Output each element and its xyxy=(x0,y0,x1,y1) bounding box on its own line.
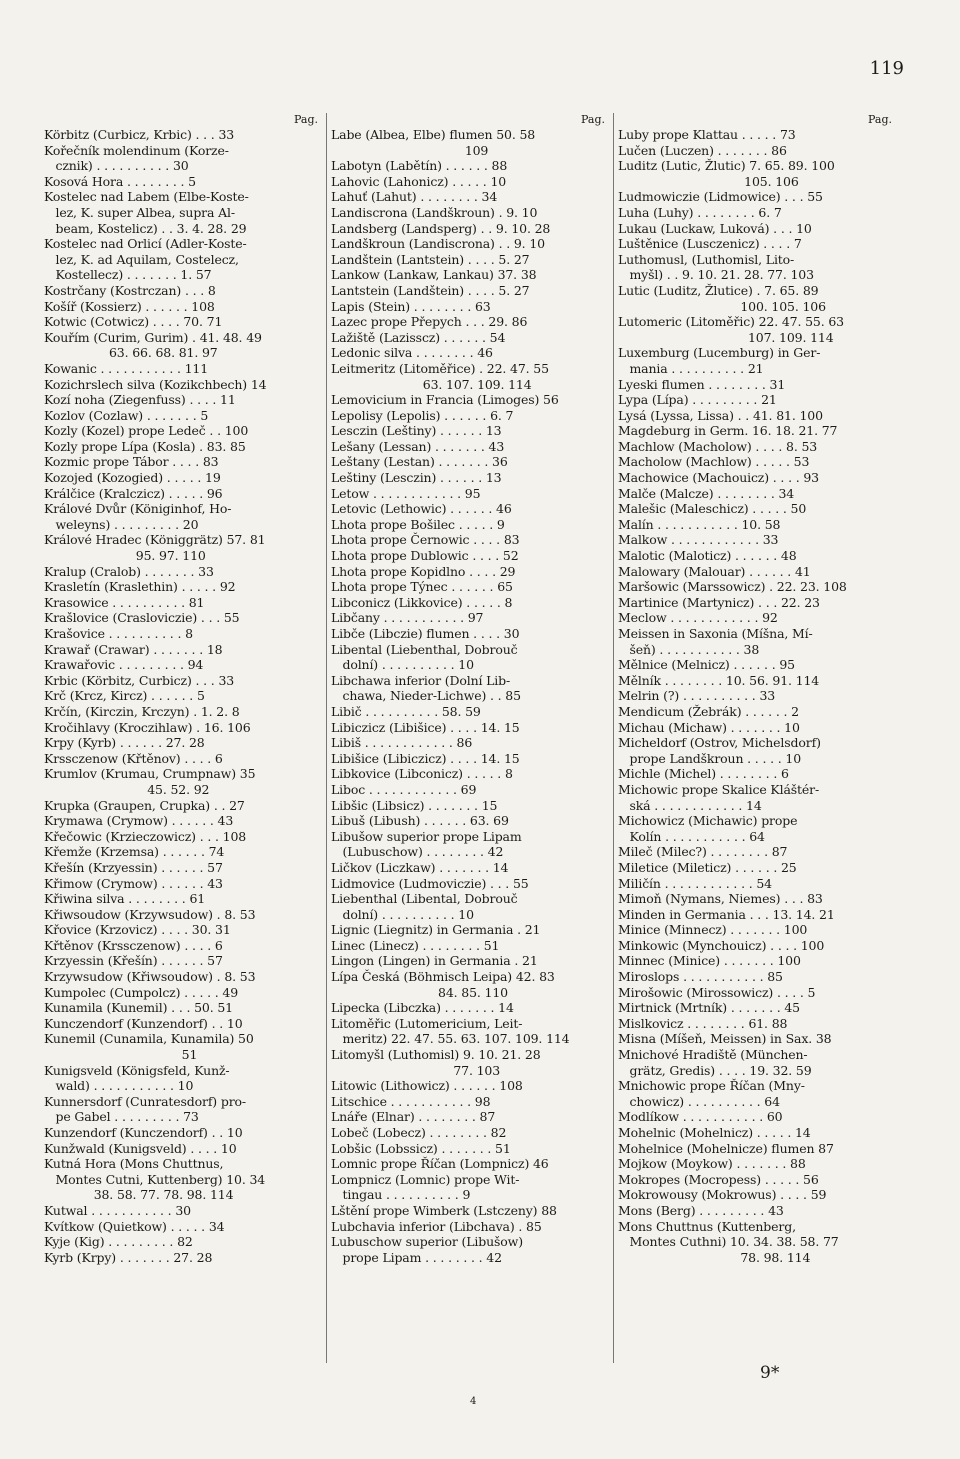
index-entry: Libišice (Libiczicz) . . . . 14. 15 xyxy=(331,750,520,766)
index-entry: Krawař (Crawar) . . . . . . . 18 xyxy=(44,641,223,657)
index-entry: Kozmic prope Tábor . . . . 83 xyxy=(44,454,219,470)
index-entry: Landsberg (Landsperg) . . 9. 10. 28 xyxy=(331,220,551,236)
index-entry: Lutic (Luditz, Žlutice) . 7. 65. 89 xyxy=(618,282,819,298)
index-entry: Kunzendorf (Kunczendorf) . . 10 xyxy=(44,1125,243,1140)
column-pag-header: Pag. xyxy=(867,113,892,126)
index-entry: 109 xyxy=(331,142,489,158)
index-entry: Micheldorf (Ostrov, Michelsdorf) xyxy=(618,735,821,751)
index-entry: Krasletín (Kraslethin) . . . . . 92 xyxy=(44,579,236,595)
column-pag-header: Pag. xyxy=(580,113,605,126)
index-entry: Montes Cuthni) 10. 34. 38. 58. 77 xyxy=(618,1234,839,1250)
index-entry: Kozlov (Cozlaw) . . . . . . . 5 xyxy=(44,407,209,423)
index-entry: Lhota prope Kopidlno . . . . 29 xyxy=(331,563,516,579)
index-entry: Lypa (Lípa) . . . . . . . . . 21 xyxy=(618,392,777,408)
index-entry: Libčany . . . . . . . . . . . 97 xyxy=(331,610,484,626)
index-entry: Lantstein (Landštein) . . . . 5. 27 xyxy=(331,282,530,298)
index-entry: Kostelec nad Orlicí (Adler-Koste- xyxy=(44,236,247,252)
index-entry: Malče (Malcze) . . . . . . . . 34 xyxy=(618,485,795,501)
index-entry: Kunemil (Cunamila, Kunamila) 50 xyxy=(44,1031,254,1047)
printer-mark: 4 xyxy=(470,1396,477,1407)
index-entry: Mokropes (Mocropess) . . . . . 56 xyxy=(618,1171,819,1187)
index-entry: Libušow superior prope Lipam xyxy=(331,828,522,844)
signature-mark: 9* xyxy=(760,1363,780,1383)
index-entry: meritz) 22. 47. 55. 63. 107. 109. 114 xyxy=(331,1031,570,1047)
index-entry: Libental (Liebenthal, Dobrouč xyxy=(331,641,518,657)
index-entry: Lukau (Luckaw, Luková) . . . 10 xyxy=(618,220,812,236)
index-entry: Mileč (Milec?) . . . . . . . . 87 xyxy=(618,844,788,860)
index-entry: Liboc . . . . . . . . . . . . 69 xyxy=(331,781,477,797)
index-entry: 78. 98. 114 xyxy=(618,1249,811,1265)
index-entry: Lhota prope Týnec . . . . . . 65 xyxy=(331,579,513,595)
index-entry: Lazec prope Přepych . . . 29. 86 xyxy=(331,314,528,330)
index-entry: Ledonic silva . . . . . . . . 46 xyxy=(331,345,493,361)
index-entry: Lešany (Lessan) . . . . . . . 43 xyxy=(331,438,505,454)
index-entry: Lepolisy (Lepolis) . . . . . . 6. 7 xyxy=(331,407,514,423)
index-entry: Machowice (Machouicz) . . . . 93 xyxy=(618,470,819,486)
index-entry: Mělnice (Melnicz) . . . . . . 95 xyxy=(618,657,795,673)
index-entry: Magdeburg in Germ. 16. 18. 21. 77 xyxy=(618,423,838,439)
index-entry: Mnichové Hradiště (München- xyxy=(618,1047,808,1063)
index-entry: Kostelec nad Labem (Elbe-Koste- xyxy=(44,189,249,205)
index-entry: Miletice (Mileticz) . . . . . . 25 xyxy=(618,859,797,875)
index-entry: Libšic (Libsicz) . . . . . . . 15 xyxy=(331,797,498,813)
index-entry: Landštein (Lantstein) . . . . 5. 27 xyxy=(331,251,530,267)
index-entry: Kozly prope Lípa (Kosla) . 83. 85 xyxy=(44,438,246,454)
index-entry: Lyeski flumen . . . . . . . . 31 xyxy=(618,376,786,392)
index-entry: Letow . . . . . . . . . . . . 95 xyxy=(331,485,481,501)
index-entry: Mirtnick (Mrtník) . . . . . . . 45 xyxy=(618,1000,800,1016)
index-entry: Ličkov (Liczkaw) . . . . . . . 14 xyxy=(331,859,509,875)
index-entry: Křtěnov (Krssczenow) . . . . 6 xyxy=(44,937,223,953)
index-entry: Libiczicz (Libišice) . . . . 14. 15 xyxy=(331,719,520,735)
index-entry: Lnáře (Elnar) . . . . . . . . 87 xyxy=(331,1109,496,1125)
index-entry: Krssczenow (Křtěnov) . . . . 6 xyxy=(44,750,223,766)
index-entry: 45. 52. 92 xyxy=(44,781,210,797)
index-entry: Kunamila (Kunemil) . . . 50. 51 xyxy=(44,1000,233,1016)
index-entry: Mělník . . . . . . . . 10. 56. 91. 114 xyxy=(618,672,820,688)
index-entry: Libiš . . . . . . . . . . . . 86 xyxy=(331,735,473,751)
index-entry: Melrin (?) . . . . . . . . . . 33 xyxy=(618,688,776,704)
index-entry: Králové Hradec (Königgrätz) 57. 81 xyxy=(44,532,266,548)
index-entry: Krupka (Graupen, Crupka) . . 27 xyxy=(44,797,245,813)
index-entry: Kvítkow (Quietkow) . . . . . 34 xyxy=(44,1218,225,1234)
index-entry: Krašlovice (Crasloviczie) . . . 55 xyxy=(44,610,240,626)
index-entry: Kostrčany (Kostrczan) . . . 8 xyxy=(44,282,216,298)
index-entry: Minkowic (Mynchouicz) . . . . 100 xyxy=(618,937,825,953)
index-entry: Kotwic (Cotwicz) . . . . 70. 71 xyxy=(44,314,223,330)
index-entry: Kročihlavy (Kroczihlaw) . 16. 106 xyxy=(44,719,251,735)
index-entry: Landiscrona (Landškroun) . 9. 10 xyxy=(331,204,538,220)
index-entry: Körbitz (Curbicz, Krbic) . . . 33 xyxy=(44,127,235,142)
index-entry: Kutwal . . . . . . . . . . . 30 xyxy=(44,1202,191,1218)
index-entry: Mojkow (Moykow) . . . . . . . 88 xyxy=(618,1156,806,1172)
index-entry: Michowic prope Skalice Kláštér- xyxy=(618,781,820,797)
index-entry: Lípa Česká (Böhmisch Leipa) 42. 83 xyxy=(331,969,555,985)
index-entry: Meclow . . . . . . . . . . . . 92 xyxy=(618,610,778,626)
index-entry: Křiwina silva . . . . . . . . 61 xyxy=(44,891,206,907)
index-entry: Krčín, (Kirczin, Krczyn) . 1. 2. 8 xyxy=(44,703,240,719)
index-entry: 84. 85. 110 xyxy=(331,984,508,1000)
index-entry: lez, K. ad Aquilam, Costelecz, xyxy=(44,251,239,267)
index-entry: Malkow . . . . . . . . . . . . 33 xyxy=(618,532,779,548)
index-entry: Kunigsveld (Königsfeld, Kunž- xyxy=(44,1062,230,1078)
index-entry: Kunczendorf (Kunzendorf) . . 10 xyxy=(44,1015,243,1031)
index-entry: Misna (Míšeň, Meissen) in Sax. 38 xyxy=(618,1031,832,1047)
index-entry: Lapis (Stein) . . . . . . . . 63 xyxy=(331,298,491,314)
index-entry: Lobšic (Lobssicz) . . . . . . . 51 xyxy=(331,1140,511,1156)
index-entry: Leštany (Lestan) . . . . . . . 36 xyxy=(331,454,508,470)
index-entry: Krymawa (Crymow) . . . . . . 43 xyxy=(44,813,234,829)
index-entry: Litowic (Lithowicz) . . . . . . 108 xyxy=(331,1078,523,1094)
index-entry: Labe (Albea, Elbe) flumen 50. 58 xyxy=(331,127,536,142)
index-entry: pe Gabel . . . . . . . . . 73 xyxy=(44,1109,199,1125)
index-entry: Kunžwald (Kunigsveld) . . . . 10 xyxy=(44,1140,237,1156)
index-entry: Kowanic . . . . . . . . . . . 111 xyxy=(44,360,209,376)
index-entry: Kořečník molendinum (Korze- xyxy=(44,142,229,158)
index-entry: lez, K. super Albea, supra Al- xyxy=(44,204,235,220)
index-column-3 xyxy=(614,113,900,1363)
index-entry: Michle (Michel) . . . . . . . . 6 xyxy=(618,766,789,782)
index-entry: weleyns) . . . . . . . . . 20 xyxy=(44,516,199,532)
index-entry: dolní) . . . . . . . . . . 10 xyxy=(331,906,474,922)
index-entry: Miroslops . . . . . . . . . . . 85 xyxy=(618,969,783,985)
index-entry: Lemovicium in Francia (Limoges) 56 xyxy=(331,392,559,408)
index-entry: Mirošowic (Mirossowicz) . . . . 5 xyxy=(618,984,816,1000)
index-entry: Křečowic (Krzieczowicz) . . . 108 xyxy=(44,828,247,844)
index-entry: Lštění prope Wimberk (Lstczeny) 88 xyxy=(331,1202,557,1218)
index-entry: Lompnicz (Lomnic) prope Wit- xyxy=(331,1171,520,1187)
index-entry: Mohelnic (Mohelnicz) . . . . . 14 xyxy=(618,1125,811,1140)
index-entry: Luditz (Lutic, Žlutic) 7. 65. 89. 100 xyxy=(618,158,835,174)
index-entry: Lahuť (Lahut) . . . . . . . . 34 xyxy=(331,189,498,205)
index-entry: Krzyessin (Křešín) . . . . . . 57 xyxy=(44,953,223,969)
index-entry: Lhota prope Bošilec . . . . . 9 xyxy=(331,516,505,532)
index-entry: Kosová Hora . . . . . . . . 5 xyxy=(44,173,196,189)
index-entry: Minden in Germania . . . 13. 14. 21 xyxy=(618,906,835,922)
entry-list xyxy=(618,127,896,1265)
index-entry: ská . . . . . . . . . . . . 14 xyxy=(618,797,762,813)
index-entry: Ludmowiczie (Lidmowice) . . . 55 xyxy=(618,189,823,205)
index-entry: Libič . . . . . . . . . . 58. 59 xyxy=(331,703,481,719)
index-entry: Krzywsudow (Křiwsoudow) . 8. 53 xyxy=(44,969,256,985)
index-entry: dolní) . . . . . . . . . . 10 xyxy=(331,657,474,673)
index-entry: Lubchavia inferior (Libchava) . 85 xyxy=(331,1218,542,1234)
column-pag-header: Pag. xyxy=(293,113,318,126)
entry-list xyxy=(331,127,609,1265)
index-entry: tingau . . . . . . . . . . 9 xyxy=(331,1187,471,1203)
index-entry: Kolín . . . . . . . . . . . 64 xyxy=(618,828,765,844)
index-entry: Kozichrslech silva (Kozikchbech) 14 xyxy=(44,376,267,392)
index-entry: Letovic (Lethowic) . . . . . . 46 xyxy=(331,501,512,517)
index-column-2 xyxy=(327,113,614,1363)
index-entry: chawa, Nieder-Lichwe) . . 85 xyxy=(331,688,521,704)
index-entry: Linec (Linecz) . . . . . . . . 51 xyxy=(331,937,500,953)
index-entry: wald) . . . . . . . . . . . 10 xyxy=(44,1078,194,1094)
index-entry: beam, Kostelicz) . . 3. 4. 28. 29 xyxy=(44,220,247,236)
index-entry: Košíř (Kossierz) . . . . . . 108 xyxy=(44,298,215,314)
index-entry: Křemže (Krzemsa) . . . . . . 74 xyxy=(44,844,225,860)
index-entry: Krbic (Körbitz, Curbicz) . . . 33 xyxy=(44,672,235,688)
index-entry: Krpy (Kyrb) . . . . . . 27. 28 xyxy=(44,735,205,751)
index-entry: Lingon (Lingen) in Germania . 21 xyxy=(331,953,538,969)
index-entry: Lomnic prope Říčan (Lompnicz) 46 xyxy=(331,1156,549,1172)
index-entry: Libchawa inferior (Dolní Lib- xyxy=(331,672,511,688)
index-entry: Leštiny (Lesczin) . . . . . . 13 xyxy=(331,470,502,486)
index-entry: Mons Chuttnus (Kuttenberg, xyxy=(618,1218,796,1234)
index-entry: Kunnersdorf (Cunratesdorf) pro- xyxy=(44,1093,246,1109)
index-entry: 100. 105. 106 xyxy=(618,298,826,314)
index-entry: Křešín (Krzyessin) . . . . . . 57 xyxy=(44,859,223,875)
index-entry: Lesczin (Leštiny) . . . . . . 13 xyxy=(331,423,502,439)
index-entry: prope Landškroun . . . . . 10 xyxy=(618,750,802,766)
index-entry: Michowicz (Michawic) prope xyxy=(618,813,798,829)
index-entry: šeň) . . . . . . . . . . . 38 xyxy=(618,641,760,657)
index-entry: Kralup (Cralob) . . . . . . . 33 xyxy=(44,563,214,579)
index-entry: Montes Cutni, Kuttenberg) 10. 34 xyxy=(44,1171,266,1187)
index-entry: 105. 106 xyxy=(618,173,799,189)
index-entry: Křimow (Crymow) . . . . . . 43 xyxy=(44,875,223,891)
index-entry: Malešic (Maleschicz) . . . . . 50 xyxy=(618,501,807,517)
index-entry: 95. 97. 110 xyxy=(44,548,206,564)
index-entry: Kumpolec (Cumpolcz) . . . . . 49 xyxy=(44,984,239,1000)
index-entry: Krašovice . . . . . . . . . . 8 xyxy=(44,626,193,641)
index-entry: Lubuschow superior (Libušow) xyxy=(331,1234,523,1250)
index-entry: Luštěnice (Lusczenicz) . . . . 7 xyxy=(618,236,802,252)
index-entry: cznik) . . . . . . . . . . 30 xyxy=(44,158,189,174)
index-entry: Libuš (Libush) . . . . . . 63. 69 xyxy=(331,813,509,829)
index-entry: Landškroun (Landiscrona) . . 9. 10 xyxy=(331,236,545,252)
index-entry: Kozí noha (Ziegenfuss) . . . . 11 xyxy=(44,392,236,408)
index-entry: Libconicz (Likkovice) . . . . . 8 xyxy=(331,594,513,610)
index-entry: Malotic (Maloticz) . . . . . . 48 xyxy=(618,548,797,564)
index-entry: Minice (Minnecz) . . . . . . . 100 xyxy=(618,922,808,938)
index-entry: Krawařovic . . . . . . . . . 94 xyxy=(44,657,204,673)
index-entry: 63. 107. 109. 114 xyxy=(331,376,532,392)
index-entry: myšl) . . 9. 10. 21. 28. 77. 103 xyxy=(618,267,814,283)
index-entry: Krč (Krcz, Kircz) . . . . . . 5 xyxy=(44,688,205,704)
index-entry: Mohelnice (Mohelnicze) flumen 87 xyxy=(618,1140,834,1156)
page-number: 119 xyxy=(869,58,904,79)
index-entry: Martinice (Martynicz) . . . 22. 23 xyxy=(618,594,820,610)
index-entry: Kostellecz) . . . . . . . 1. 57 xyxy=(44,267,212,283)
index-entry: Meissen in Saxonia (Míšna, Mí- xyxy=(618,626,813,641)
index-entry: Leitmeritz (Litoměřice) . 22. 47. 55 xyxy=(331,360,549,376)
index-entry: Kozojed (Kozogied) . . . . . 19 xyxy=(44,470,221,486)
index-entry: Krumlov (Krumau, Crumpnaw) 35 xyxy=(44,766,256,782)
index-entry: Lhota prope Černowic . . . . 83 xyxy=(331,532,520,548)
index-entry: Litomyšl (Luthomisl) 9. 10. 21. 28 xyxy=(331,1047,541,1063)
index-entry: 38. 58. 77. 78. 98. 114 xyxy=(44,1187,234,1203)
index-entry: Lutomeric (Litoměřic) 22. 47. 55. 63 xyxy=(618,314,844,330)
index-entry: Machlow (Macholow) . . . . 8. 53 xyxy=(618,438,818,454)
index-entry: Křiwsoudow (Krzywsudow) . 8. 53 xyxy=(44,906,256,922)
index-entry: Lobeč (Lobecz) . . . . . . . . 82 xyxy=(331,1125,507,1140)
index-entry: Kyrb (Krpy) . . . . . . . 27. 28 xyxy=(44,1249,213,1265)
index-entry: Macholow (Machlow) . . . . . 53 xyxy=(618,454,810,470)
index-entry: Litschice . . . . . . . . . . . 98 xyxy=(331,1093,491,1109)
index-entry: Maršowic (Marssowicz) . 22. 23. 108 xyxy=(618,579,847,595)
index-entry: 51 xyxy=(44,1047,198,1063)
entry-list xyxy=(44,127,322,1265)
index-entry: Mnichowic prope Říčan (Mny- xyxy=(618,1078,805,1094)
index-entry: 77. 103 xyxy=(331,1062,501,1078)
index-entry: Litoměřic (Lutomericium, Leit- xyxy=(331,1015,523,1031)
index-entry: Malín . . . . . . . . . . . 10. 58 xyxy=(618,516,781,532)
index-entry: Mons (Berg) . . . . . . . . . 43 xyxy=(618,1202,784,1218)
index-entry: Králčice (Kralczicz) . . . . . 96 xyxy=(44,485,223,501)
index-entry: Mendicum (Žebrák) . . . . . . 2 xyxy=(618,703,799,719)
index-entry: Michau (Michaw) . . . . . . . 10 xyxy=(618,719,800,735)
index-entry: Kutná Hora (Mons Chuttnus, xyxy=(44,1156,224,1172)
index-entry: Luha (Luhy) . . . . . . . . 6. 7 xyxy=(618,204,782,220)
index-entry: Kozly (Kozel) prope Ledeč . . 100 xyxy=(44,423,249,439)
index-entry: 63. 66. 68. 81. 97 xyxy=(44,345,218,361)
index-entry: Lažiště (Lazissсz) . . . . . . 54 xyxy=(331,329,506,345)
index-entry: Kyje (Kig) . . . . . . . . . 82 xyxy=(44,1234,193,1250)
index-entry: Lidmovice (Ludmoviczie) . . . 55 xyxy=(331,875,529,891)
index-entry: (Lubuschow) . . . . . . . . 42 xyxy=(331,844,504,860)
index-entry: chowicz) . . . . . . . . . . 64 xyxy=(618,1093,780,1109)
index-entry: Kouřím (Curim, Gurim) . 41. 48. 49 xyxy=(44,329,262,345)
index-entry: Miličín . . . . . . . . . . . . 54 xyxy=(618,875,772,891)
index-entry: Lignic (Liegnitz) in Germania . 21 xyxy=(331,922,541,938)
index-entry: Luthomusl, (Luthomisl, Lito- xyxy=(618,251,795,267)
index-entry: Krasowice . . . . . . . . . . 81 xyxy=(44,594,205,610)
index-entry: Mimoň (Nymans, Niemes) . . . 83 xyxy=(618,891,823,907)
index-entry: Minnec (Minice) . . . . . . . 100 xyxy=(618,953,801,969)
index-entry: grätz, Gredis) . . . . 19. 32. 59 xyxy=(618,1062,812,1078)
index-entry: Lankow (Lankaw, Lankau) 37. 38 xyxy=(331,267,537,283)
index-entry: Křovice (Krzovicz) . . . . 30. 31 xyxy=(44,922,231,938)
index-entry: Mokrowousy (Mokrowus) . . . . 59 xyxy=(618,1187,827,1203)
index-entry: Lahovic (Lahonicz) . . . . . 10 xyxy=(331,173,507,189)
index-entry: Luby prope Klattau . . . . . 73 xyxy=(618,127,796,142)
index-entry: Libkovice (Libconicz) . . . . . 8 xyxy=(331,766,513,782)
index-entry: Lučen (Luczen) . . . . . . . 86 xyxy=(618,142,787,158)
index-entry: Lipecka (Libczka) . . . . . . . 14 xyxy=(331,1000,514,1016)
index-column-1 xyxy=(40,113,327,1363)
index-entry: Mislkovicz . . . . . . . . 61. 88 xyxy=(618,1015,788,1031)
index-entry: Luxemburg (Lucemburg) in Ger- xyxy=(618,345,821,361)
index-columns xyxy=(40,113,900,1363)
index-entry: 107. 109. 114 xyxy=(618,329,834,345)
index-entry: Modlíkow . . . . . . . . . . . 60 xyxy=(618,1109,783,1125)
index-entry: Libče (Libczie) flumen . . . . 30 xyxy=(331,626,520,641)
index-entry: Lhota prope Dublowic . . . . 52 xyxy=(331,548,519,564)
index-entry: prope Lipam . . . . . . . . 42 xyxy=(331,1249,502,1265)
index-entry: Králové Dvůr (Königinhof, Ho- xyxy=(44,501,232,517)
index-entry: Lysá (Lyssa, Lissa) . . 41. 81. 100 xyxy=(618,407,823,423)
index-entry: Liebenthal (Libental, Dobrouč xyxy=(331,891,518,907)
index-entry: Labotyn (Labětín) . . . . . . 88 xyxy=(331,158,508,174)
index-entry: Malowary (Malouar) . . . . . . 41 xyxy=(618,563,811,579)
index-entry: mania . . . . . . . . . . 21 xyxy=(618,360,764,376)
